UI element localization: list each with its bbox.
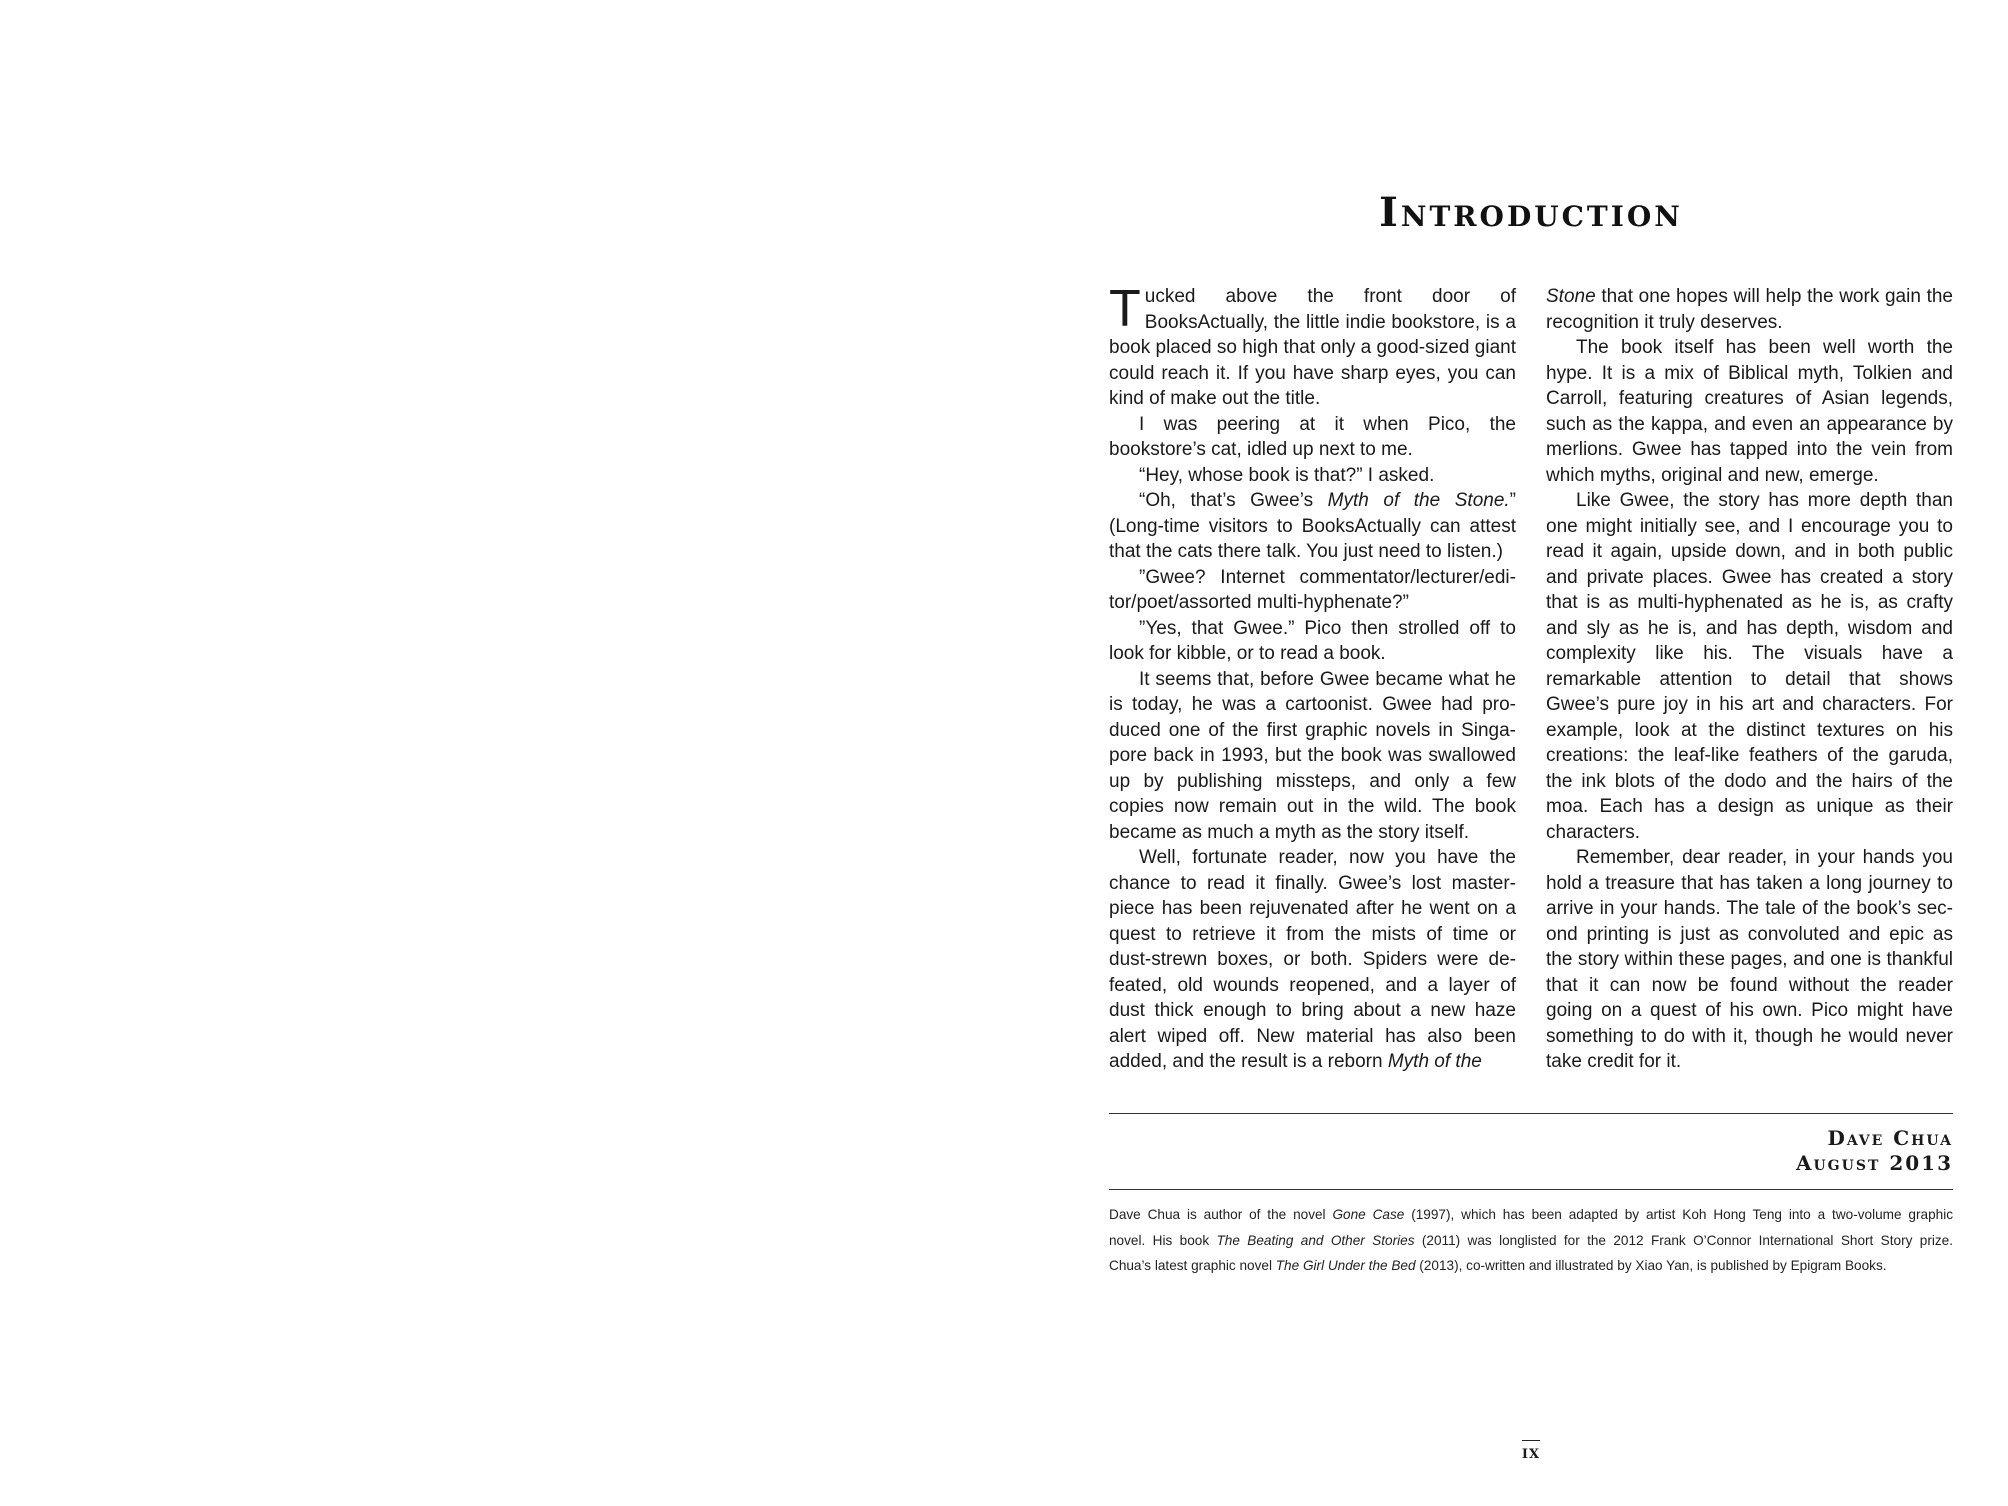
paragraph: “Hey, whose book is that?” I asked. — [1139, 464, 1435, 486]
divider-top — [1109, 1113, 1953, 1114]
bio-italic: The Girl Under the Bed — [1275, 1258, 1416, 1273]
author-name: Dave Chua — [1827, 1126, 1953, 1150]
book-title-italic: Stone — [1546, 286, 1596, 307]
paragraph: Remember, dear reader, in your hands you hold a treasure that has taken a long journey to arrive in your hands. The tale of the book’s second printing is just as convoluted and epic as the story within these pages, and one is thankful that it can now be found without the reader going on a quest of his own. Pico might have something to do with it, though he would never take credit for it. — [1546, 847, 1953, 1072]
paragraph — [1109, 280, 1516, 412]
paragraph-text: “Oh, that’s Gwee’s — [1139, 490, 1328, 511]
book-title-italic: Myth of the — [1387, 1051, 1482, 1072]
book-page — [1109, 0, 1953, 1506]
page-number-text: ix — [1521, 1441, 1541, 1463]
paragraph: I was peering at it when Pico, the bookstore’s cat, idled up next to me. — [1109, 413, 1516, 460]
paragraph-text: ” (Long-time visitors to BooksActually can attest that the cats there talk. You just need to listen.) — [1109, 490, 1516, 562]
bio-text: (2011) was longlisted for the 2012 Frank O’Connor International Short Story prize. — [1414, 1232, 1954, 1248]
bio-text: Dave Chua is author of the novel — [1109, 1207, 1333, 1222]
bio-italic: The Beating and Other Stories — [1216, 1232, 1415, 1248]
page-number — [1109, 1440, 1953, 1463]
paragraph — [1109, 845, 1516, 1075]
paragraph: ”Yes, that Gwee.” Pico then strolled off to look for kibble, or to read a book. — [1109, 617, 1516, 664]
bio-text: (1997), which has been adapted by artist Koh Hong Teng into a two-volume graphic — [1404, 1207, 1954, 1222]
page-title: Introduction — [1379, 189, 1683, 236]
bio-text: Chua’s latest graphic novel — [1109, 1258, 1276, 1273]
bio-line — [1109, 1228, 1953, 1254]
divider-bottom — [1109, 1189, 1953, 1190]
book-title-italic: Myth of the Stone. — [1327, 490, 1510, 511]
drop-cap: T — [1109, 280, 1141, 338]
paragraph: ”Gwee? Internet commentator/lecturer/editor/poet/assorted multi-hyphenate?” — [1109, 566, 1516, 613]
author-bio — [1109, 1202, 1953, 1279]
paragraph-text: Well, fortunate reader, now you have the chance to read it finally. Gwee’s lost masterpiece has been rejuvenated after he went on a quest to retrieve it from the mists of time or dust-strewn boxes, or both. Spiders were defeated, old wounds reopened, and a layer of dust thick enough to bring about a new haze alert wiped off. New material has also been added, and the result is a reborn — [1109, 847, 1516, 1072]
signature-date: August 2013 — [1795, 1151, 1953, 1175]
paragraph-text: that one hopes will help the work gain the recognition it truly deserves. — [1546, 286, 1953, 333]
paragraph — [1109, 488, 1516, 565]
signature-block — [1796, 1126, 1953, 1176]
column-right — [1546, 284, 1953, 1075]
bio-line — [1109, 1202, 1953, 1228]
bio-text: (2013), co-written and illustrated by Xiao Yan, is published by Epigram Books. — [1415, 1258, 1887, 1273]
paragraph: The book itself has been well worth the hype. It is a mix of Biblical myth, Tolkien and Carroll, featuring creatures of Asian legends, such as the kappa, and even an appearance by merlions. Gwee has tapped into the vein from which myths, original and new, emerge. — [1546, 337, 1953, 486]
column-left — [1109, 280, 1516, 1075]
bio-italic: Gone Case — [1332, 1207, 1405, 1222]
paragraph-text: ucked above the front door of BooksActually, the little indie bookstore, is a book placed so high that only a good-sized giant could reach it. If you have sharp eyes, you can kind of make out the title. — [1109, 286, 1516, 409]
paragraph: Like Gwee, the story has more depth than one might initially see, and I encourage you to read it again, upside down, and in both public and private places. Gwee has created a story that is as multi-hyphenated as he is, as crafty and sly as he is, and has depth, wisdom and complexity like his. The visuals have a remarkable attention to detail that shows Gwee’s pure joy in his art and characters. For example, look at the distinct textures on his creations: the leaf-like feathers of the garuda, the ink blots of the dodo and the hairs of the moa. Each has a design as unique as their characters. — [1546, 490, 1953, 843]
paragraph: It seems that, before Gwee became what he is today, he was a cartoonist. Gwee had produced one of the first graphic novels in Singapore back in 1993, but the book was swallowed up by publishing missteps, and only a few copies now remain out in the wild. The book became as much a myth as the story itself. — [1109, 668, 1516, 843]
paragraph — [1546, 284, 1953, 335]
bio-text: novel. His book — [1109, 1232, 1217, 1248]
bio-line — [1109, 1253, 1953, 1279]
body-columns — [1109, 280, 1953, 1075]
